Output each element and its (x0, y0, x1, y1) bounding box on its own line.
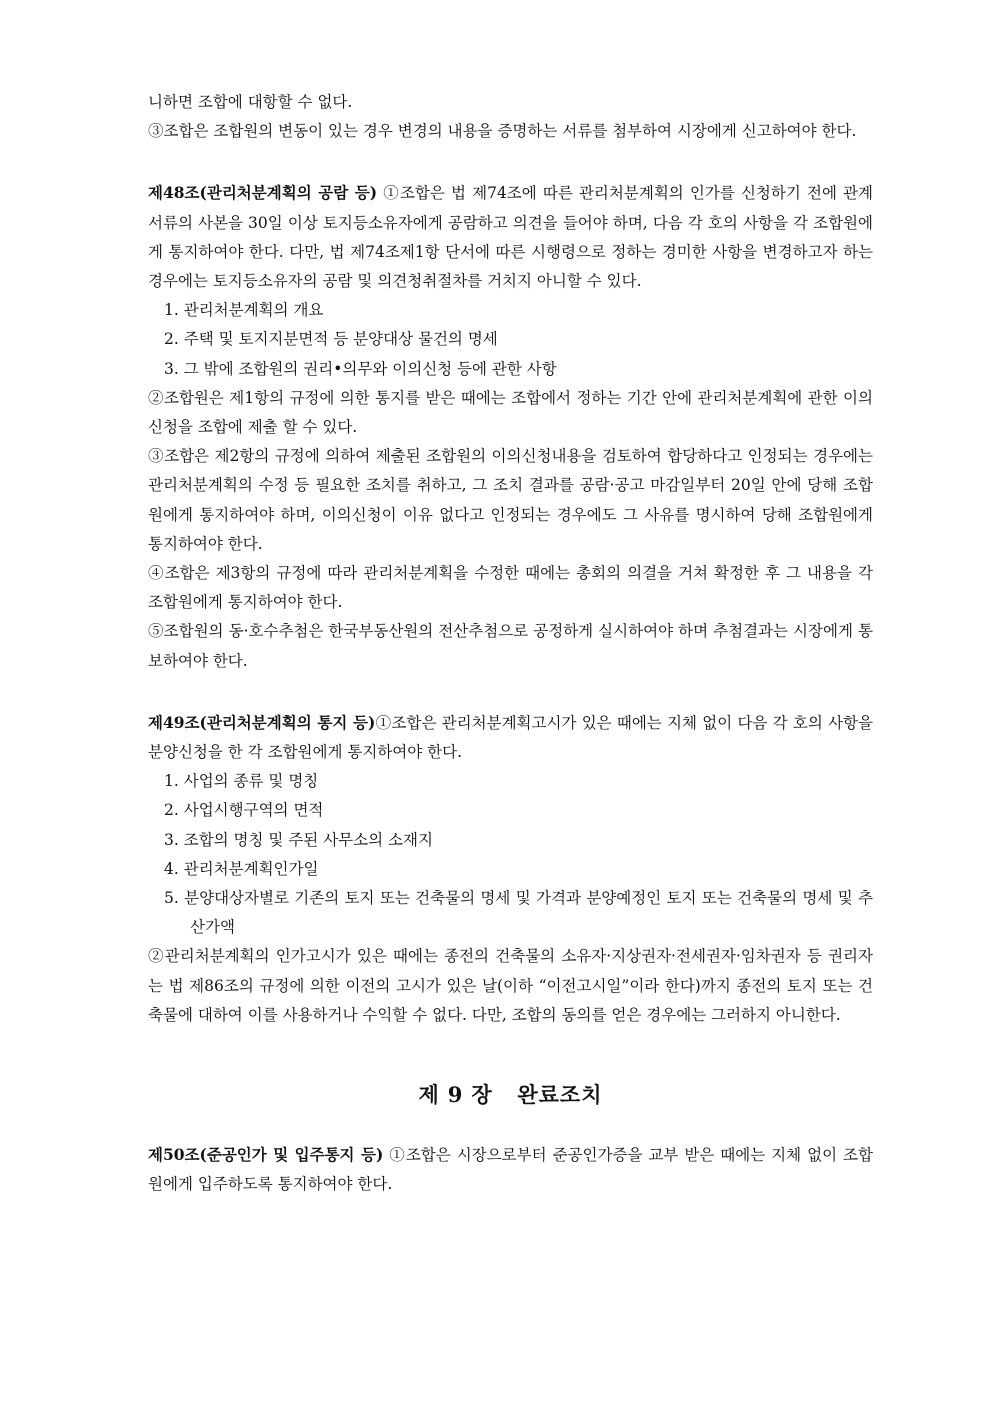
spacer (148, 676, 873, 708)
article-48-item-2: 2. 주택 및 토지지분면적 등 분양대상 물건의 명세 (164, 330, 498, 349)
article-48-para-4: ④조합은 제3항의 규정에 따라 관리처분계획을 수정한 때에는 총회의 의결을 거쳐 확정한 후 그 내용을 각 조합원에게 통지하여야 한다. (148, 564, 873, 612)
spacer (148, 146, 873, 178)
article-48-para-2: ②조합원은 제1항의 규정에 의한 통지를 받은 때에는 조합에서 정하는 기간 안에 관리처분계획에 관한 이의신청을 조합에 제출 할 수 있다. (148, 388, 873, 437)
article-49-para-1-text: ①조합은 관리처분계획고시가 있은 때에는 지체 없이 다음 각 호의 사항을 분양신청을 한 각 조합원에게 통지하여야 한다. (148, 713, 873, 762)
chapter-prefix: 제 (418, 1082, 440, 1108)
chapter-heading (148, 1080, 873, 1110)
chapter-number: 9 (447, 1082, 464, 1108)
article-49-para-2: ②관리처분계획의 인가고시가 있은 때에는 종전의 건축물의 소유자·지상권자·전세권자·임차권자 등 권리자는 법 제86조의 규정에 의한 이전의 고시가 있은 날(이하 “이전고시일”이라 한다)까지 종전의 토지 또는 건축물에 대하여 이를 사용하거나 수익할 수 없다. 다만, 조합의 동의를 얻은 경우에는 그러하지 아니한다. (148, 947, 873, 1024)
article-48-item-1: 1. 관리처분계획의 개요 (164, 301, 324, 320)
chapter-title: 완료조치 (517, 1082, 603, 1108)
article-48-para-3: ③조합은 제2항의 규정에 의하여 제출된 조합원의 이의신청내용을 검토하여 합당하다고 인정되는 경우에는 관리처분계획의 수정 등 필요한 조치를 취하고, 그 조치 결과를 공람·공고 마감일부터 20일 안에 당해 조합원에게 통지하여야 하며, 이의신청이 이유 없다고 인정되는 경우에도 그 사유를 명시하여 당해 조합원에게 통지하여야 한다. (148, 447, 873, 553)
article-48-item-3: 3. 그 밖에 조합원의 권리•의무와 이의신청 등에 관한 사항 (164, 359, 557, 378)
article-49-para-1 (148, 708, 873, 767)
article-48-para-5: ⑤조합원의 동·호수추첨은 한국부동산원의 전산추첨으로 공정하게 실시하여야 하며 추첨결과는 시장에게 통보하여야 한다. (148, 622, 873, 670)
article-48-para-1 (148, 178, 873, 296)
article-48-heading: 제48조(관리처분계획의 공람 등) (148, 183, 378, 203)
article-50-para-1 (148, 1140, 873, 1199)
chapter-word: 장 (471, 1082, 493, 1108)
article-49-item-5: 5. 분양대상자별로 기존의 토지 또는 건축물의 명세 및 가격과 분양예정인 토지 또는 건축물의 명세 및 추산가액 (164, 889, 873, 937)
document-page (148, 88, 873, 1200)
article-50-para-1-text: ①조합은 시장으로부터 준공인가증을 교부 받은 때에는 지체 없이 조합원에게 입주하도록 통지하여야 한다. (148, 1146, 873, 1194)
article-47-para-3: ③조합은 조합원의 변동이 있는 경우 변경의 내용을 증명하는 서류를 첨부하여 시장에게 신고하여야 한다. (148, 122, 857, 141)
article-50-heading: 제50조(준공인가 및 입주통지 등) (148, 1145, 384, 1165)
article-49-item-1: 1. 사업의 종류 및 명칭 (164, 772, 319, 791)
article-49-heading: 제49조(관리처분계획의 통지 등) (148, 712, 376, 732)
continued-paragraph: 니하면 조합에 대항할 수 없다. (148, 93, 353, 111)
article-49-item-2: 2. 사업시행구역의 면적 (164, 801, 324, 820)
article-48-para-1-text: ①조합은 법 제74조에 따른 관리처분계획의 인가를 신청하기 전에 관계서류의 사본을 30일 이상 토지등소유자에게 공람하고 의견을 들어야 하며, 다음 각 호의 사항을 각 조합원에게 통지하여야 한다. 다만, 법 제74조제1항 단서에 따른 시행령으로 정하는 경미한 사항을 변경하고자 하는 경우에는 토지등소유자의 공람 및 의견청취절차를 거치지 아니할 수 있다. (148, 184, 873, 291)
article-49-item-3: 3. 조합의 명칭 및 주된 사무소의 소재지 (164, 830, 433, 849)
article-49-item-4: 4. 관리처분계획인가일 (164, 859, 319, 878)
